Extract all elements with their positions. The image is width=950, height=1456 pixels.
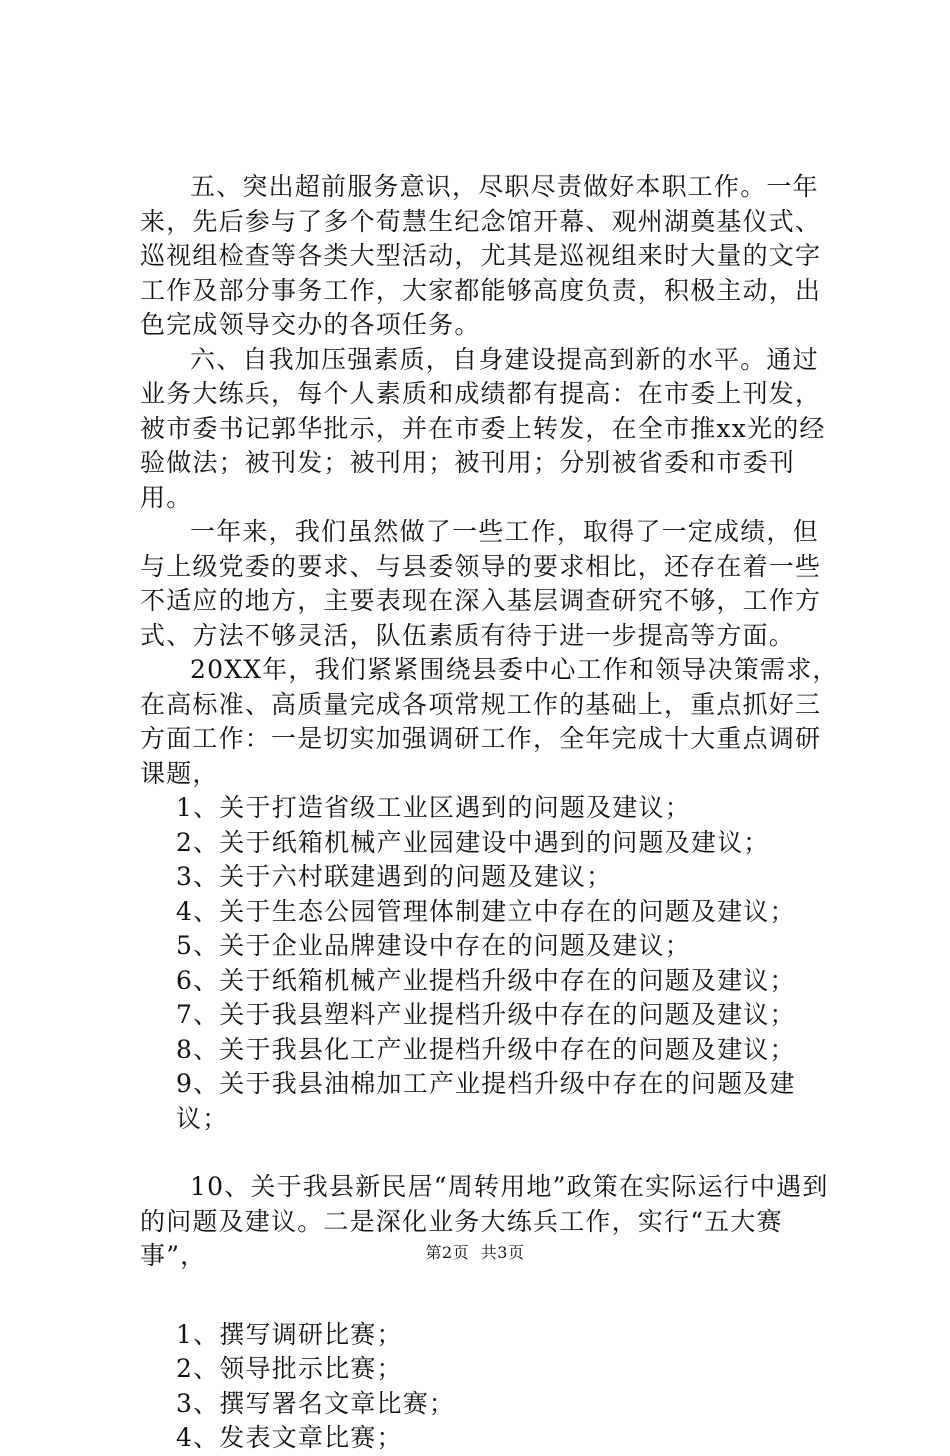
contest-item-3: 3、撰写署名文章比赛； [176,1388,456,1418]
page-total: 共3页 [480,1243,525,1262]
topic-item-1: 1、关于打造省级工业区遇到的问题及建议； [176,793,691,822]
topic-item-10: 10、关于我县新民居“周转用地”政策在实际运行中遇到的问题及建议。二是深化业务大练兵工作，实行“五大赛事”， [140,1172,829,1270]
topic-item-9: 9、关于我县油棉加工产业提档升级中存在的问题及建议； [176,1069,796,1133]
page-footer [0,1240,950,1263]
topic-item-3: 3、关于六村联建遇到的问题及建议； [176,862,613,891]
paragraph-5: 五、突出超前服务意识，尽职尽责做好本职工作。一年来，先后参与了多个荀慧生纪念馆开幕、观州湖奠基仪式、巡视组检查等各类大型活动，尤其是巡视组来时大量的文字工作及部分事务工作，大家都能够高度负责，积极主动，出色完成领导交办的各项任务。 [140,172,822,339]
topic-item-8: 8、关于我县化工产业提档升级中存在的问题及建议； [176,1034,796,1064]
paragraph-summary: 一年来，我们虽然做了一些工作，取得了一定成绩，但与上级党委的要求、与县委领导的要求相比，还存在着一些不适应的地方，主要表现在深入基层调查研究不够，工作方式、方法不够灵活，队伍素质有待于进一步提高等方面。 [140,517,822,650]
topic-item-4: 4、关于生态公园管理体制建立中存在的问题及建议； [176,896,796,926]
spacer [140,1136,840,1170]
paragraph-6: 六、自我加压强素质，自身建设提高到新的水平。通过业务大练兵，每个人素质和成绩都有提高：在市委上刊发，被市委书记郭华批示，并在市委上转发，在全市推xx光的经验做法；被刊发；被刊用；被刊用；分别被省委和市委刊用。 [140,344,826,512]
spacer [140,1274,840,1318]
page-number: 第2页 [425,1243,470,1262]
topic-item-6: 6、关于纸箱机械产业提档升级中存在的问题及建议； [176,965,796,995]
contest-item-2: 2、领导批示比赛； [176,1354,403,1383]
topic-item-5: 5、关于企业品牌建设中存在的问题及建议； [176,931,691,960]
paragraph-plan: 20XX年，我们紧紧围绕县委中心工作和领导决策需求，在高标准、高质量完成各项常规工作的基础上，重点抓好三方面工作：一是切实加强调研工作，全年完成十大重点调研课题， [140,655,839,788]
topic-item-7: 7、关于我县塑料产业提档升级中存在的问题及建议； [176,1000,796,1029]
contest-item-4: 4、发表文章比赛； [176,1423,403,1452]
topic-item-2: 2、关于纸箱机械产业园建设中遇到的问题及建议； [176,827,770,857]
contest-item-1: 1、撰写调研比赛； [176,1319,403,1349]
